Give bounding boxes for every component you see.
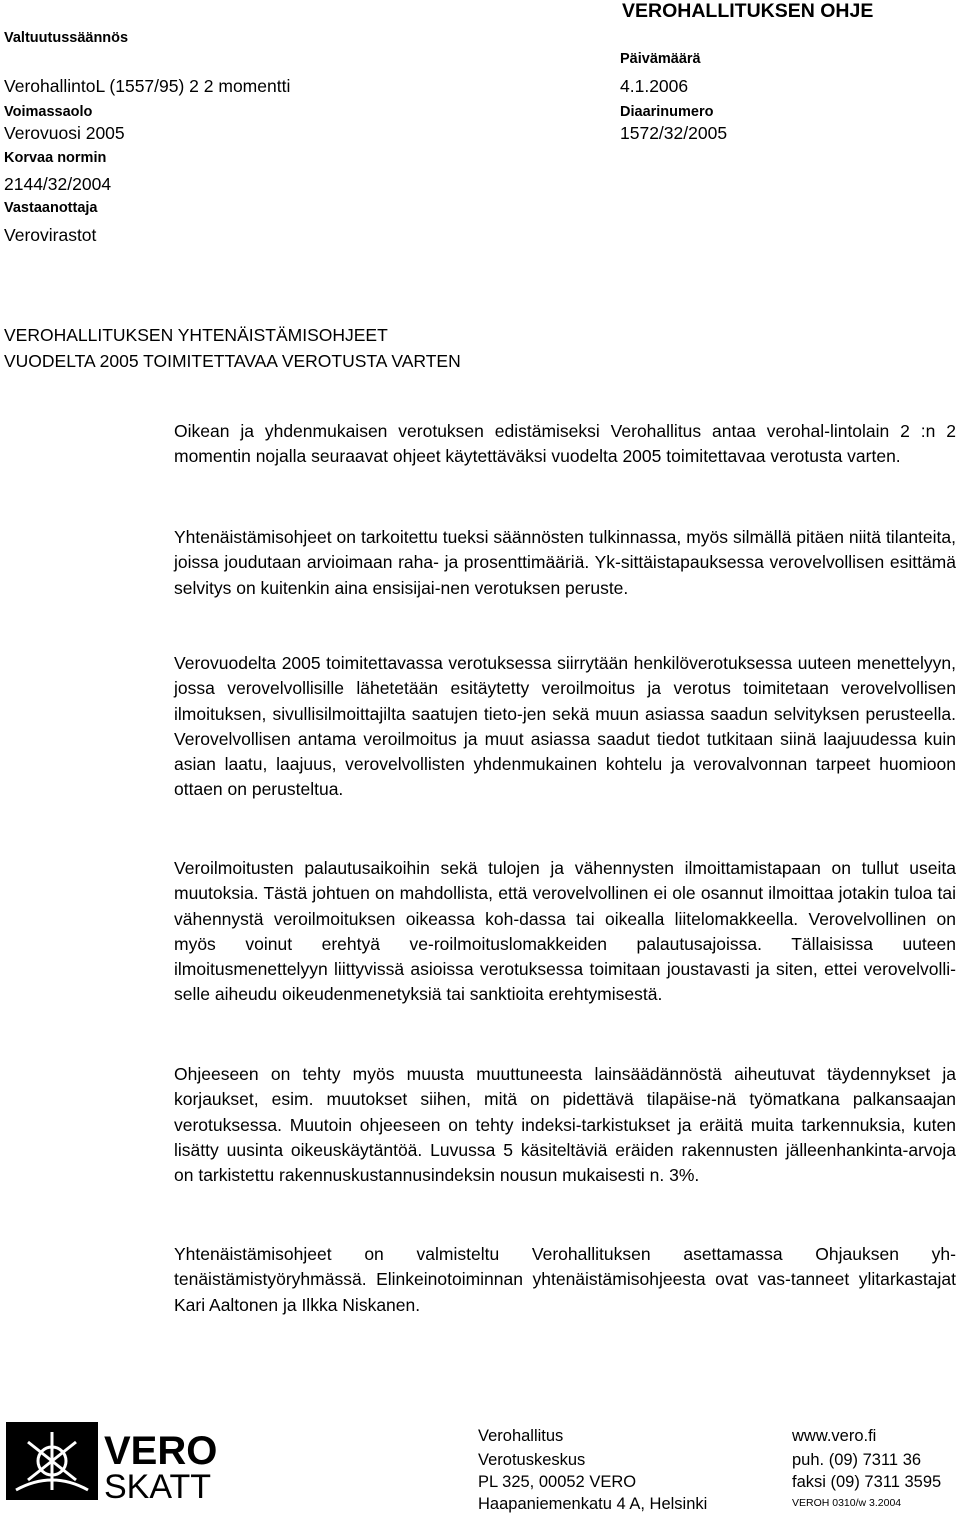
- document-title-line-1: VEROHALLITUKSEN YHTENÄISTÄMISOHJEET: [4, 325, 388, 345]
- body-paragraph-2: Yhtenäistämisohjeet on tarkoitettu tueksi säännösten tulkinnassa, myös silmällä pitäen niitä tilanteita, joissa joudutaan arvioimaan raha- ja prosenttimääriä. Yk-sittäistapauksessa verovelvollisen esittämä selvitys on kuitenkin aina ensisijai-nen verotuksen peruste.: [174, 527, 956, 598]
- replaces-value: 2144/32/2004: [4, 174, 112, 194]
- validity-label: Voimassaolo: [4, 104, 93, 120]
- validity-value: Verovuosi 2005: [4, 123, 125, 143]
- record-number-value: 1572/32/2005: [620, 123, 728, 143]
- recipient-value: Verovirastot: [4, 225, 97, 245]
- record-number-label: Diaarinumero: [620, 104, 714, 120]
- footer-form-code: VEROH 0310/w 3.2004: [792, 1497, 902, 1509]
- date-label: Päivämäärä: [620, 51, 701, 67]
- replaces-label: Korvaa normin: [4, 150, 107, 166]
- authorization-value: VerohallintoL (1557/95) 2 2 momentti: [4, 76, 291, 96]
- vero-skatt-logo: [4, 1420, 220, 1502]
- logo-vero-text: VERO: [104, 1429, 218, 1473]
- body-paragraph-3: Verovuodelta 2005 toimitettavassa verotuksessa siirrytään henkilöverotuksessa uuteen menettelyyn, jossa verovelvollisille lähetetään esitäytetty veroilmoitus ja verotus toimitetaan verovelvollisen ilmoituksen, sivullisilmoittajilta saatujen tieto-jen sekä muun asiassa saadun selvityksen perusteella. Verovelvollisen antama veroilmoitus ja muut asiassa saadut tiedot tutkitaan siinä laajuudessa kuin asian laatu, laajuus, verovelvollisten yhdenmukainen kohtelu ja verovalvonnan tarpeet huomioon ottaen on perusteltua.: [174, 653, 956, 800]
- footer-postal-address: PL 325, 00052 VERO: [478, 1473, 637, 1491]
- footer-phone: puh. (09) 7311 36: [792, 1451, 922, 1469]
- body-paragraph-5: Ohjeeseen on tehty myös muusta muuttuneesta lainsäädännöstä aiheutuvat täydennykset ja korjaukset, esim. muutokset siihen, mitä on pidettävä tilapäise-nä työmatkana palkansaajan verotuksessa. Muutoin ohjeeseen on tehty indeksi-tarkistukset ja eräitä muita tarkennuksia, kuten lisätty uusinta oikeuskäytäntöä. Luvussa 5 käsiteltäviä eräiden rakennusten jälleenhankinta-arvoja on tarkistettu rakennuskustannusindeksin nousun mukaisesti n. 3%.: [174, 1064, 956, 1186]
- document-title-line-2: VUODELTA 2005 TOIMITETTAVAA VEROTUSTA VARTEN: [4, 351, 461, 371]
- date-value: 4.1.2006: [620, 76, 689, 96]
- vero-emblem-icon: [4, 1420, 220, 1502]
- body-paragraph-6: Yhtenäistämisohjeet on valmisteltu Verohallituksen asettamassa Ohjauksen yh-tenäistämistyöryhmässä. Elinkeinotoiminnan yhtenäistämisohjeesta ovat vas-tanneet ylitarkastajat Kari Aaltonen ja Ilkka Niskanen.: [174, 1244, 956, 1315]
- footer-website: www.vero.fi: [792, 1427, 877, 1445]
- footer-unit: Verotuskeskus: [478, 1451, 586, 1469]
- footer-street-address: Haapaniemenkatu 4 A, Helsinki: [478, 1495, 708, 1513]
- document-type: VEROHALLITUKSEN OHJE: [622, 0, 874, 22]
- body-paragraph-4: Veroilmoitusten palautusaikoihin sekä tulojen ja vähennysten ilmoittamistapaan on tullut useita muutoksia. Tästä johtuen on mahdollista, että verovelvollinen ei ole osannut ilmoittaa jotakin tuloa tai vähennystä veroilmoituksen oikeassa koh-dassa tai oikealla liitelomakkeella. Verovelvollinen on myös voinut erehtyä ve-roilmoituslomakkeiden palautusajoissa. Tällaisissa uuteen ilmoitusmenettelyyn liittyvissä asioissa verotuksessa toimitaan joustavasti ja siten, ettei verovelvolli-selle aiheudu oikeudenmenetyksiä tai sanktioita erehtymisestä.: [174, 858, 956, 1005]
- recipient-label: Vastaanottaja: [4, 200, 98, 216]
- authorization-label: Valtuutussäännös: [4, 30, 129, 46]
- footer-organization: Verohallitus: [478, 1427, 564, 1445]
- footer-fax: faksi (09) 7311 3595: [792, 1473, 942, 1491]
- logo-skatt-text: SKATT: [104, 1468, 212, 1502]
- body-paragraph-1: Oikean ja yhdenmukaisen verotuksen edistämiseksi Verohallitus antaa verohal-lintolain 2 :n 2 momentin nojalla seuraavat ohjeet käytettäväksi vuodelta 2005 toimitettavaa verotusta varten.: [174, 421, 956, 467]
